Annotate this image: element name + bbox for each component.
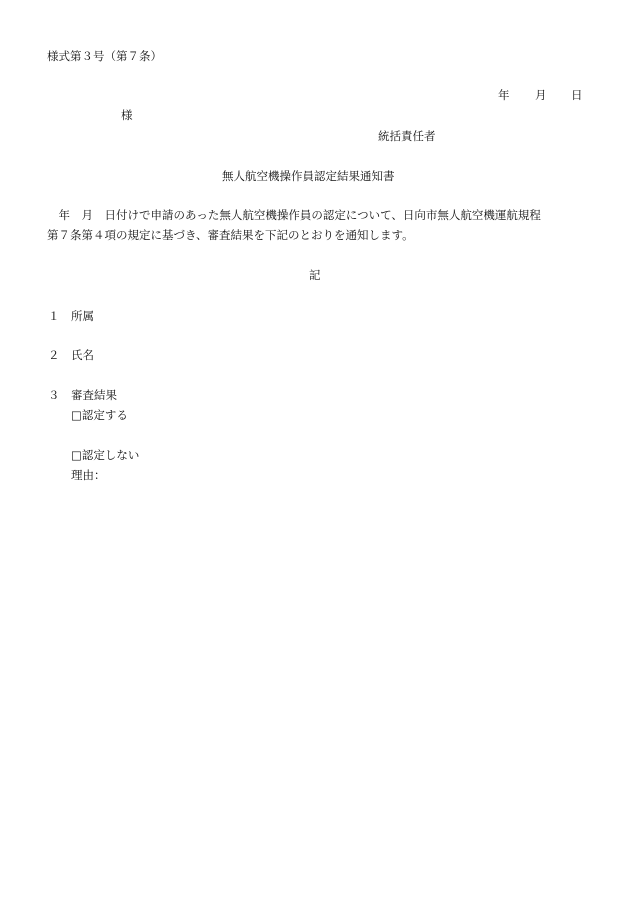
document-title: 無人航空機操作員認定結果通知書 [222, 169, 395, 183]
date-year: 年 [498, 88, 510, 102]
item-number-name: ２ [48, 348, 60, 362]
date-month: 月 [535, 88, 547, 102]
addressee-suffix: 様 [121, 108, 133, 122]
form-number: 様式第３号（第７条） [47, 49, 162, 63]
ki-heading: 記 [309, 268, 321, 282]
item-number-result: ３ [48, 388, 60, 402]
item-label-name: 氏名 [71, 348, 94, 362]
item-label-affiliation: 所属 [71, 309, 94, 323]
sender-title: 統括責任者 [378, 129, 436, 143]
option-not-certify-checkbox[interactable]: □認定しない [71, 448, 140, 462]
body-text-line-1: 年 月 日付けで申請のあった無人航空機操作員の認定について、日向市無人航空機運航規程 [47, 208, 541, 222]
date-day: 日 [571, 88, 583, 102]
option-certify-checkbox[interactable]: □認定する [71, 408, 128, 422]
item-label-result: 審査結果 [71, 388, 117, 402]
body-text-line-2: 第７条第４項の規定に基づき、審査結果を下記のとおりを通知します。 [47, 228, 414, 242]
item-number-affiliation: １ [48, 309, 60, 323]
reason-label: 理由： [71, 468, 106, 482]
